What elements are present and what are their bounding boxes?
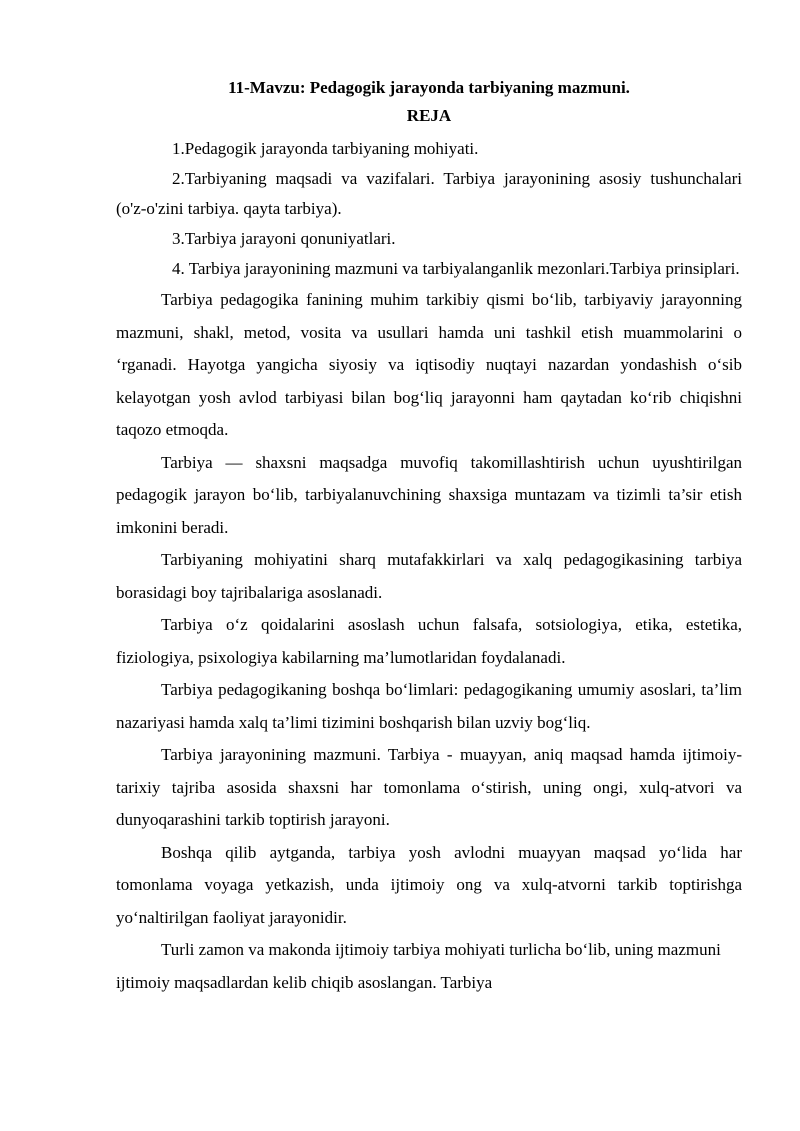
paragraph-4: Tarbiya o‘z qoidalarini asoslash uchun falsafa, sotsiologiya, etika, estetika, fiziologiya, psixologiya kabilarning ma’lumotlaridan foydalanadi. [116, 615, 742, 667]
document-title: 11-Mavzu: Pedagogik jarayonda tarbiyaning mazmuni. [228, 78, 630, 97]
paragraph-5: Tarbiya pedagogikaning boshqa bo‘limlari: pedagogikaning umumiy asoslari, ta’lim nazariyasi hamda xalq ta’limi tizimini boshqarish bilan uzviy bog‘liq. [116, 680, 742, 732]
paragraph-2: Tarbiya — shaxsni maqsadga muvofiq takomillashtirish uchun uyushtirilgan pedagogik jarayon bo‘lib, tarbiyalanuvchining shaxsiga muntazam va tizimli ta’sir etish imkonini beradi. [116, 452, 742, 537]
paragraph-1: Tarbiya pedagogika fanining muhim tarkibiy qismi bo‘lib, tarbiyaviy jarayonning mazmuni, shakl, metod, vosita va usullari hamda uni tashkil etish muammolarini o ‘rganadi. Hayotga yangicha siyosiy va iqtisodiy nuqtayi nazardan yondashish o‘sib kelayotgan yosh avlod tarbiyasi bilan bog‘liq jarayonni ham qaytadan ko‘rib chiqishni taqozo etmoqda. [116, 290, 742, 439]
plan-item-3: 3.Tarbiya jarayoni qonuniyatlari. [172, 229, 396, 248]
paragraph-3: Tarbiyaning mohiyatini sharq mutafakkirlari va xalq pedagogikasining tarbiya borasidagi boy tajribalariga asoslanadi. [116, 550, 742, 602]
paragraph-8: Turli zamon va makonda ijtimoiy tarbiya mohiyati turlicha bo‘lib, uning mazmuni ijtimoiy maqsadlardan kelib chiqib asoslangan. Tarbiya [116, 940, 721, 992]
plan-heading: REJA [406, 106, 452, 125]
plan-item-2: 2.Tarbiyaning maqsadi va vazifalari. Tarbiya jarayonining asosiy tushunchalari (o'z-o'zini tarbiya. qayta tarbiya). [116, 169, 742, 218]
paragraph-6: Tarbiya jarayonining mazmuni. Tarbiya - muayyan, aniq maqsad hamda ijtimoiy-tarixiy tajriba asosida shaxsni har tomonlama o‘stirish, uning ongi, xulq-atvori va dunyoqarashini tarkib toptirish jarayoni. [116, 745, 742, 829]
paragraph-7: Boshqa qilib aytganda, tarbiya yosh avlodni muayyan maqsad yo‘lida har tomonlama voyaga yetkazish, unda ijtimoiy ong va xulq-atvorni tarkib toptirishga yo‘naltirilgan faoliyat jarayonidir. [116, 842, 742, 927]
plan-item-1: 1.Pedagogik jarayonda tarbiyaning mohiyati. [172, 139, 479, 158]
document-content [116, 74, 742, 999]
plan-item-4: 4. Tarbiya jarayonining mazmuni va tarbiyalanganlik mezonlari.Tarbiya prinsiplari. [172, 259, 740, 278]
